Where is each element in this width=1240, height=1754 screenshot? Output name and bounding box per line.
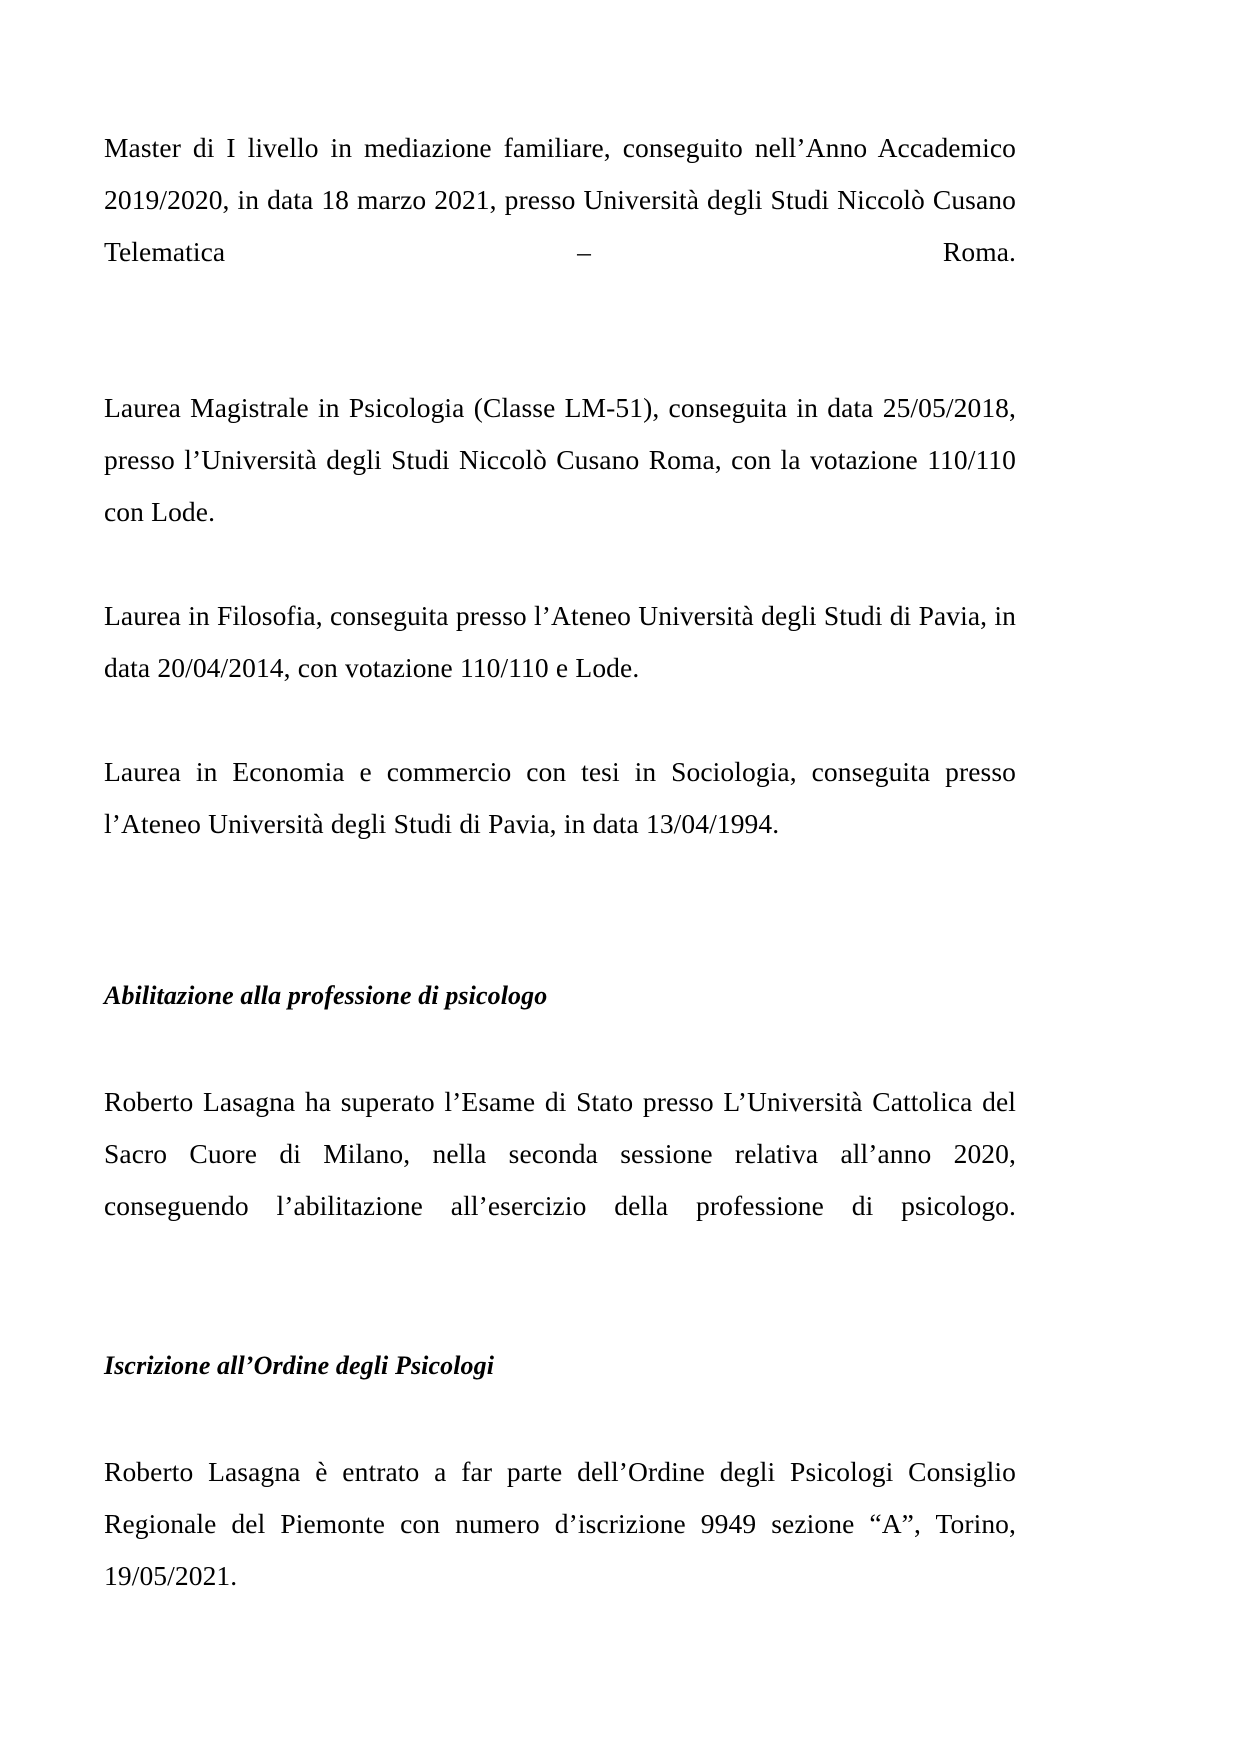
document-content xyxy=(104,122,1016,1602)
paragraph-spacer xyxy=(104,538,1016,590)
paragraph-laurea-filosofia: Laurea in Filosofia, conseguita presso l’Ateneo Università degli Studi di Pavia, in data 20/04/2014, con votazione 110/110 e Lode. xyxy=(104,600,1016,683)
section-heading-iscrizione-ordine: Iscrizione all’Ordine degli Psicologi xyxy=(104,1351,495,1380)
paragraph-abilitazione-body: Roberto Lasagna ha superato l’Esame di Stato presso L’Università Cattolica del Sacro Cuore di Milano, nella seconda sessione relativa all’anno 2020, conseguendo l’abilitazione all’esercizio della professione di psicologo. xyxy=(104,1086,1016,1221)
paragraph-master-mediazione-familiare: Master di I livello in mediazione familiare, conseguito nell’Anno Accademico 2019/2020, in data 18 marzo 2021, presso Università degli Studi Niccolò Cusano Telematica – Roma. xyxy=(104,132,1016,267)
paragraph-laurea-magistrale-psicologia: Laurea Magistrale in Psicologia (Classe LM-51), conseguita in data 25/05/2018, presso l’Università degli Studi Niccolò Cusano Roma, con la votazione 110/110 con Lode. xyxy=(104,392,1016,527)
heading-spacer xyxy=(104,1022,1016,1076)
section-heading-abilitazione: Abilitazione alla professione di psicologo xyxy=(104,981,548,1010)
paragraph-spacer xyxy=(104,330,1016,382)
paragraph-iscrizione-ordine-body: Roberto Lasagna è entrato a far parte dell’Ordine degli Psicologi Consiglio Regionale del Piemonte con numero d’iscrizione 9949 sezione “A”, Torino, 19/05/2021. xyxy=(104,1456,1016,1591)
heading-spacer xyxy=(104,1392,1016,1446)
section-spacer xyxy=(104,1284,1016,1340)
paragraph-spacer xyxy=(104,694,1016,746)
section-spacer xyxy=(104,850,1016,970)
paragraph-laurea-economia-commercio: Laurea in Economia e commercio con tesi in Sociologia, conseguita presso l’Ateneo Università degli Studi di Pavia, in data 13/04/1994. xyxy=(104,756,1016,839)
